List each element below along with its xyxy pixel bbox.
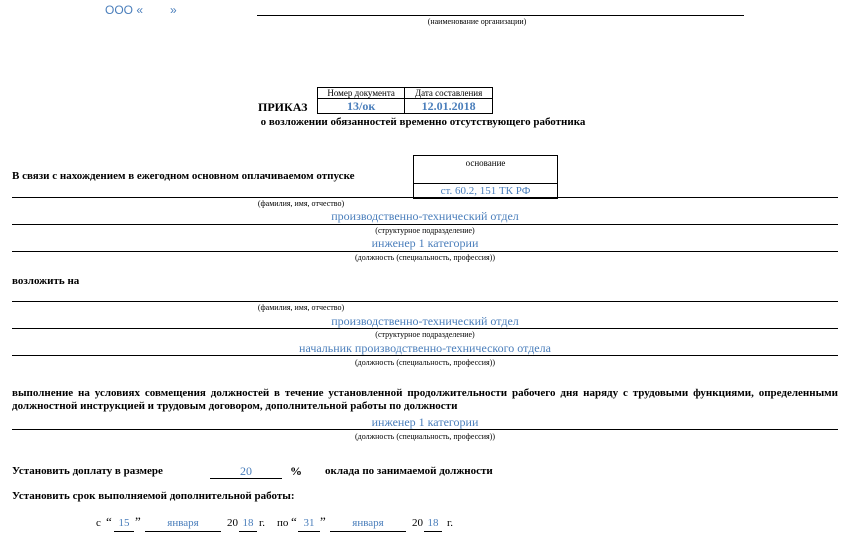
section3-position-caption: (должность (специальность, профессия)) (355, 432, 495, 441)
section2-department: производственно-технический отдел (331, 314, 519, 328)
basis-box (413, 155, 558, 199)
surcharge-suffix: оклада по занимаемой должности (325, 465, 493, 477)
org-name-line (257, 15, 744, 16)
term-from-year: 18 (242, 517, 254, 529)
section3-position: инженер 1 категории (371, 415, 479, 429)
surcharge-label: Установить доплату в размере (12, 465, 163, 477)
term-from-close-quote: ” (135, 514, 141, 529)
surcharge-value-line (210, 478, 282, 479)
section1-intro: В связи с нахождением в ежегодном основном оплачиваемом отпуске (12, 170, 355, 182)
doc-number: 13/ок (318, 99, 405, 114)
org-prefix: ООО « (105, 3, 144, 17)
basis-value: ст. 60.2, 151 ТК РФ (440, 185, 531, 197)
section2-position-line (12, 355, 838, 356)
section1-position: инженер 1 категории (371, 236, 479, 250)
section1-fio-line (12, 197, 838, 198)
term-from-month: января (167, 517, 199, 529)
term-label: Установить срок выполняемой дополнительной работы: (12, 490, 295, 502)
doc-number-table (317, 87, 493, 114)
section2-position: начальник производственно-технического отдела (299, 341, 551, 355)
term-to-day: 31 (303, 517, 315, 529)
term-to-year: 18 (427, 517, 439, 529)
section1-department-caption: (структурное подразделение) (375, 226, 475, 235)
term-to-year-prefix: 20 (412, 517, 423, 529)
section1-position-line (12, 251, 838, 252)
term-to-close-quote: ” (320, 514, 326, 529)
basis-header: основание (414, 156, 557, 184)
term-from-open-quote: “ (106, 514, 112, 529)
term-from-day-line (114, 531, 134, 532)
section1-department: производственно-технический отдел (331, 209, 519, 223)
section2-position-caption: (должность (специальность, профессия)) (355, 358, 495, 367)
term-to-year-line (424, 531, 442, 532)
term-to-word: по (277, 517, 289, 529)
doc-number-header: Номер документа (318, 88, 405, 99)
term-from-year-prefix: 20 (227, 517, 238, 529)
org-caption: (наименование организации) (427, 17, 527, 26)
term-to-month: января (352, 517, 384, 529)
term-from-word: с (96, 517, 101, 529)
surcharge-value: 20 (240, 464, 252, 478)
order-title: ПРИКАЗ (258, 100, 308, 114)
section2-department-line (12, 328, 838, 329)
term-from-month-line (145, 531, 221, 532)
section3-position-line (12, 429, 838, 430)
section2-department-caption: (структурное подразделение) (375, 330, 475, 339)
doc-date-header: Дата составления (405, 88, 493, 99)
term-from-year-suffix: г. (259, 517, 266, 529)
term-to-month-line (330, 531, 406, 532)
term-to-open-quote: “ (291, 514, 297, 529)
doc-date: 12.01.2018 (405, 99, 493, 114)
section1-position-caption: (должность (специальность, профессия)) (355, 253, 495, 262)
term-to-day-line (298, 531, 320, 532)
section2-intro: возложить на (12, 275, 80, 287)
order-subtitle: о возложении обязанностей временно отсутствующего работника (260, 116, 586, 128)
section1-fio-caption: (фамилия, имя, отчество) (257, 199, 345, 208)
term-from-year-line (239, 531, 257, 532)
section1-department-line (12, 224, 838, 225)
section2-fio-caption: (фамилия, имя, отчество) (257, 303, 345, 312)
term-from-day: 15 (118, 517, 130, 529)
term-to-year-suffix: г. (447, 517, 454, 529)
section3-text: выполнение на условиях совмещения должностей в течение установленной продолжительности рабочего дня наряду с трудовыми функциями, определенными должностной инструкцией и трудовым договором, дополнительной работы по должности (12, 387, 838, 412)
org-suffix: » (170, 3, 177, 17)
section2-fio-line (12, 301, 838, 302)
surcharge-unit: % (290, 464, 302, 478)
